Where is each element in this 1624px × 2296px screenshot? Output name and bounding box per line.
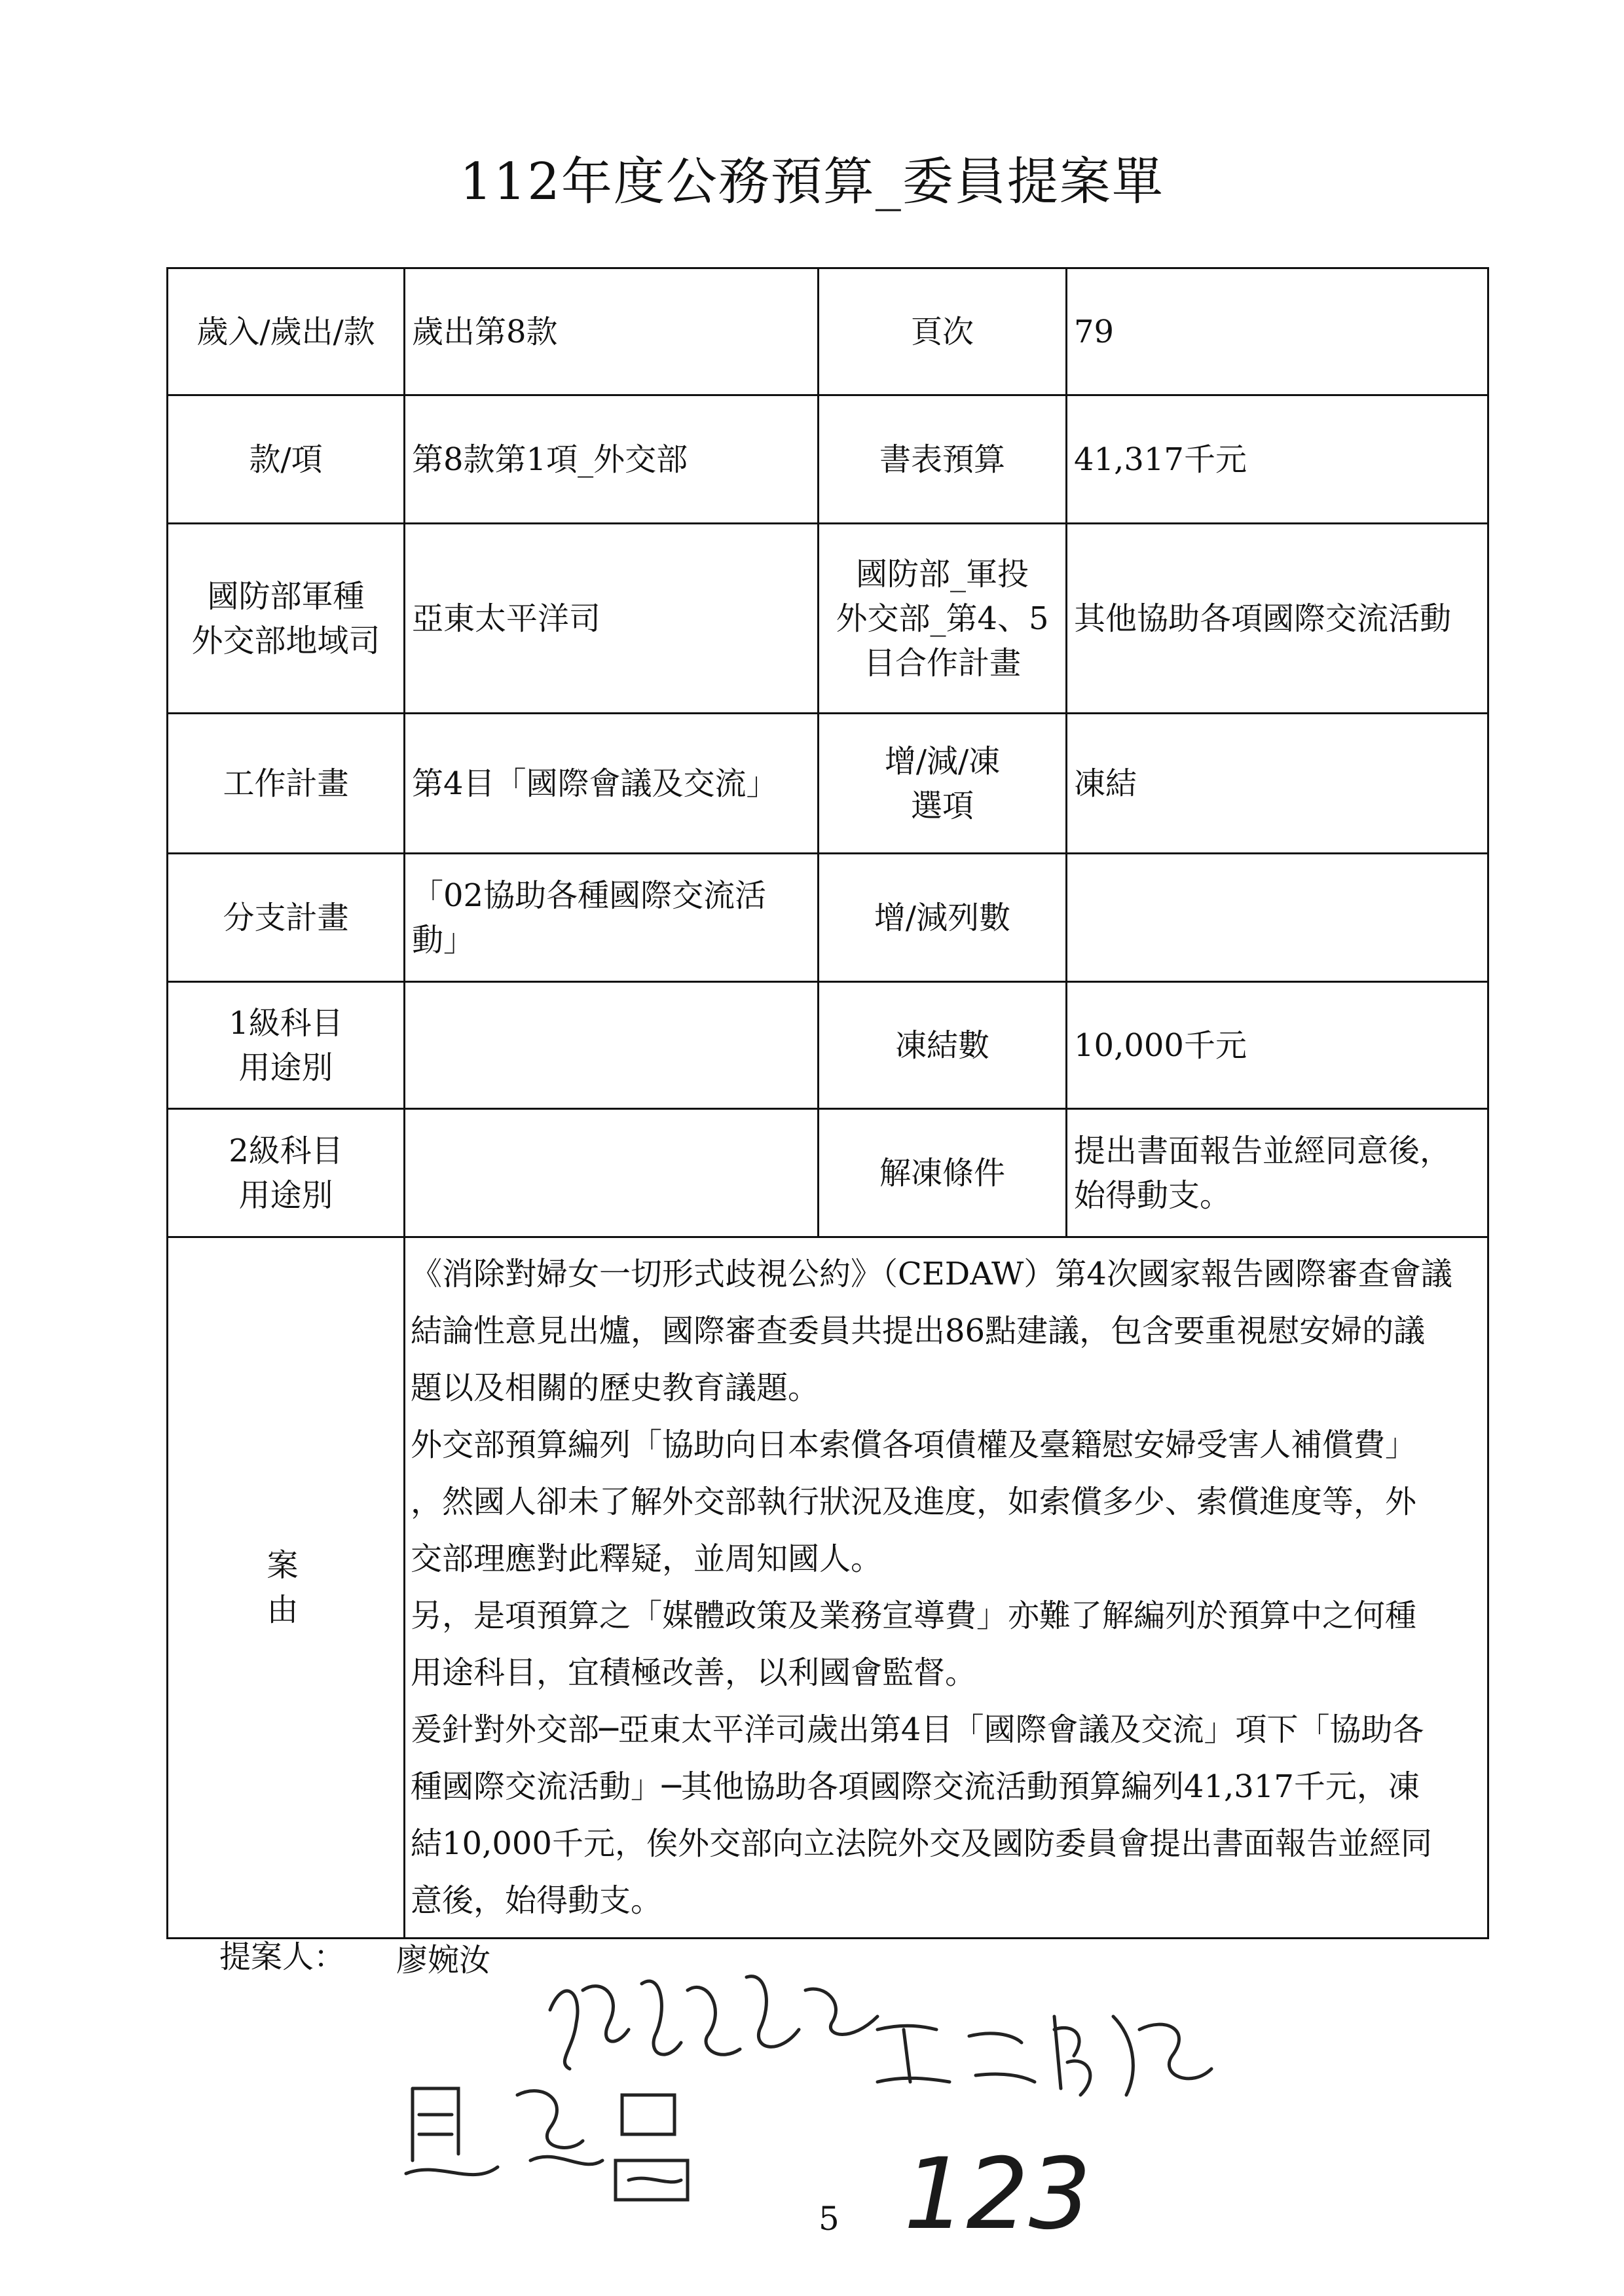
field-value <box>405 1109 819 1237</box>
reason-line: 交部理應對此釋疑，並周知國人。 <box>411 1540 883 1577</box>
value-line: 提出書面報告並經同意後， <box>1074 1132 1452 1169</box>
label-line: 外交部地域司 <box>191 622 380 659</box>
field-label: 解凍條件 <box>819 1109 1067 1237</box>
stamp-number: 123 <box>904 2138 1092 2251</box>
field-value <box>405 982 819 1109</box>
field-value <box>405 854 819 982</box>
label-line: 1級科目 <box>229 1004 343 1042</box>
reason-line: 《消除對婦女一切形式歧視公約》（CEDAW）第4次國家報告國際審查會議 <box>411 1256 1452 1292</box>
page-title: 112年度公務預算_委員提案單 <box>460 153 1164 211</box>
field-label: 凍結數 <box>819 982 1067 1109</box>
reason-line: 結論性意見出爐，國際審查委員共提出86點建議，包含要重視慰安婦的議 <box>411 1313 1426 1349</box>
proposer-name: 廖婉汝 <box>396 1942 491 1978</box>
value-line: 「02協助各種國際交流活 <box>412 877 767 914</box>
field-label <box>819 524 1067 714</box>
proposal-form-table <box>166 267 1489 1939</box>
field-value: 亞東太平洋司 <box>405 524 819 714</box>
table-row <box>168 854 1488 982</box>
reason-line: 結10,000千元，俟外交部向立法院外交及國防委員會提出書面報告並經同 <box>411 1825 1432 1862</box>
field-label <box>168 1109 405 1237</box>
reason-line: 用途科目，宜積極改善，以利國會監督。 <box>411 1654 977 1691</box>
table-row <box>168 268 1488 395</box>
field-label: 款/項 <box>168 395 405 524</box>
value-line: 始得動支。 <box>1074 1176 1232 1214</box>
reason-line: 種國際交流活動」─其他協助各項國際交流活動預算編列41,317千元，凍 <box>411 1768 1420 1805</box>
field-label: 分支計畫 <box>168 854 405 982</box>
field-label: 增/減列數 <box>819 854 1067 982</box>
signature-2 <box>386 2062 727 2213</box>
signature-3 <box>864 1990 1231 2108</box>
field-value <box>1067 854 1488 982</box>
label-line: 用途別 <box>238 1176 333 1214</box>
field-label: 書表預算 <box>819 395 1067 524</box>
label-line: 2級科目 <box>229 1132 343 1169</box>
field-label <box>168 524 405 714</box>
table-row <box>168 524 1488 714</box>
table-row <box>168 1109 1488 1237</box>
field-value: 79 <box>1067 268 1488 395</box>
reason-label: 案由 <box>168 1237 405 1939</box>
label-line: 選項 <box>910 787 974 824</box>
label-line: 外交部_第4、5 <box>836 600 1049 637</box>
field-label: 歲入/歲出/款 <box>168 268 405 395</box>
field-label: 頁次 <box>819 268 1067 395</box>
table-row <box>168 395 1488 524</box>
field-value: 其他協助各項國際交流活動 <box>1067 524 1488 714</box>
field-value: 第8款第1項_外交部 <box>405 395 819 524</box>
field-value: 歲出第8款 <box>405 268 819 395</box>
field-label: 工作計畫 <box>168 714 405 854</box>
label-line: 用途別 <box>238 1049 333 1086</box>
field-label <box>168 982 405 1109</box>
reason-line: 題以及相關的歷史教育議題。 <box>411 1370 820 1406</box>
reason-line: 爰針對外交部─亞東太平洋司歲出第4目「國際會議及交流」項下「協助各 <box>411 1711 1424 1748</box>
reason-line: ，然國人卻未了解外交部執行狀況及進度，如索償多少、索償進度等，外 <box>411 1484 1417 1520</box>
table-row <box>168 714 1488 854</box>
proposer-label: 提案人： <box>219 1939 346 1975</box>
field-value: 10,000千元 <box>1067 982 1488 1109</box>
page-number: 5 <box>819 2200 840 2238</box>
field-value: 凍結 <box>1067 714 1488 854</box>
label-line: 國防部_軍投 <box>855 555 1029 592</box>
reason-line: 另，是項預算之「媒體政策及業務宣導費」亦難了解編列於預算中之何種 <box>411 1597 1417 1634</box>
table-row <box>168 982 1488 1109</box>
value-line: 動」 <box>412 921 475 958</box>
field-value <box>1067 1109 1488 1237</box>
reason-text <box>405 1237 1488 1939</box>
table-row <box>168 1237 1488 1939</box>
reason-line: 外交部預算編列「協助向日本索償各項債權及臺籍慰安婦受害人補償費」 <box>411 1427 1417 1463</box>
label-line: 增/減/凍 <box>884 742 1001 780</box>
label-line: 目合作計畫 <box>863 644 1021 682</box>
field-label <box>819 714 1067 854</box>
reason-line: 意後，始得動支。 <box>411 1882 663 1919</box>
field-value: 第4目「國際會議及交流」 <box>405 714 819 854</box>
label-line: 國防部軍種 <box>207 577 365 615</box>
field-value: 41,317千元 <box>1067 395 1488 524</box>
